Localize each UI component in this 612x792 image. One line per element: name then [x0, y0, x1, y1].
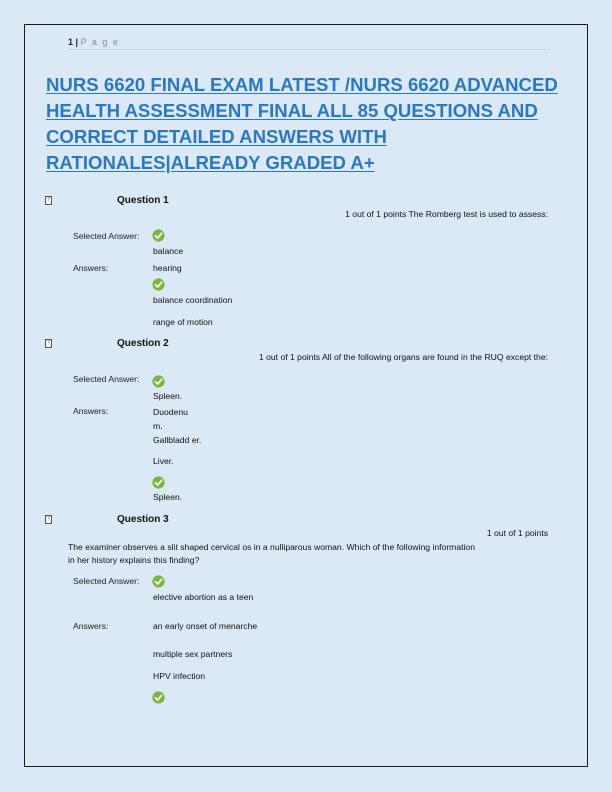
missing-glyph-icon: ?: [45, 196, 52, 205]
page-header: [68, 37, 119, 47]
answers-label: Answers:: [73, 263, 109, 273]
selected-answer-value: Spleen.: [153, 391, 183, 401]
answer-option: Duodenu: [153, 407, 188, 417]
answer-option-correct: Spleen.: [153, 492, 183, 502]
answer-option: Liver.: [153, 456, 174, 466]
answer-option-correct: balance coordination: [153, 295, 233, 305]
answer-option-continued: m.: [153, 421, 163, 431]
answer-option: hearing: [153, 263, 182, 273]
question-2-points: 1 out of 1 points: [258, 352, 321, 362]
green-check-icon: [152, 575, 165, 588]
question-1-header: [345, 209, 548, 219]
green-check-icon: [152, 278, 165, 291]
answer-option: HPV infection: [153, 671, 206, 681]
selected-answer-value: elective abortion as a teen: [153, 592, 254, 602]
missing-glyph-icon: ?: [45, 515, 52, 524]
selected-answer-label: Selected Answer:: [73, 374, 140, 384]
question-1-title: Question 1: [117, 195, 169, 206]
question-3-prompt-line-1: The examiner observes a slit shaped cervical os in a nulliparous woman. Which of the following information: [68, 542, 475, 552]
question-2-header: [259, 352, 548, 362]
question-3-title: Question 3: [117, 514, 169, 525]
answer-option: range of motion: [153, 317, 213, 327]
question-1-prompt: The Romberg test is used to assess:: [408, 209, 548, 219]
answer-option: Gallbladd er.: [153, 435, 202, 445]
green-check-icon: [152, 476, 165, 489]
answer-option: multiple sex partners: [153, 649, 233, 659]
answer-option: an early onset of menarche: [153, 621, 258, 631]
green-check-icon: [152, 691, 165, 704]
page-number: 1: [68, 37, 74, 47]
green-check-icon: [152, 375, 165, 388]
selected-answer-label: Selected Answer:: [73, 231, 140, 241]
selected-answer-label: Selected Answer:: [73, 576, 140, 586]
answers-label: Answers:: [73, 621, 109, 631]
selected-answer-value: balance: [153, 246, 184, 256]
page-label: P a g e: [80, 37, 120, 47]
question-2-title: Question 2: [117, 338, 169, 349]
missing-glyph-icon: ?: [45, 339, 52, 348]
question-1-points: 1 out of 1 points: [345, 209, 407, 219]
green-check-icon: [152, 229, 165, 242]
question-3-prompt-line-2: in her history explains this finding?: [68, 555, 200, 565]
header-separator: |: [75, 37, 79, 47]
question-2-prompt: All of the following organs are found in the RUQ except the:: [322, 352, 548, 362]
question-3-points: 1 out of 1 points: [486, 528, 548, 538]
header-rule: [66, 49, 551, 50]
document-title[interactable]: NURS 6620 FINAL EXAM LATEST /NURS 6620 ADVANCED HEALTH ASSESSMENT FINAL ALL 85 QUESTIONS AND CORRECT DETAILED ANSWERS WITH RATIONALES|ALREADY GRADED A+: [46, 74, 558, 173]
answers-label: Answers:: [73, 406, 109, 416]
